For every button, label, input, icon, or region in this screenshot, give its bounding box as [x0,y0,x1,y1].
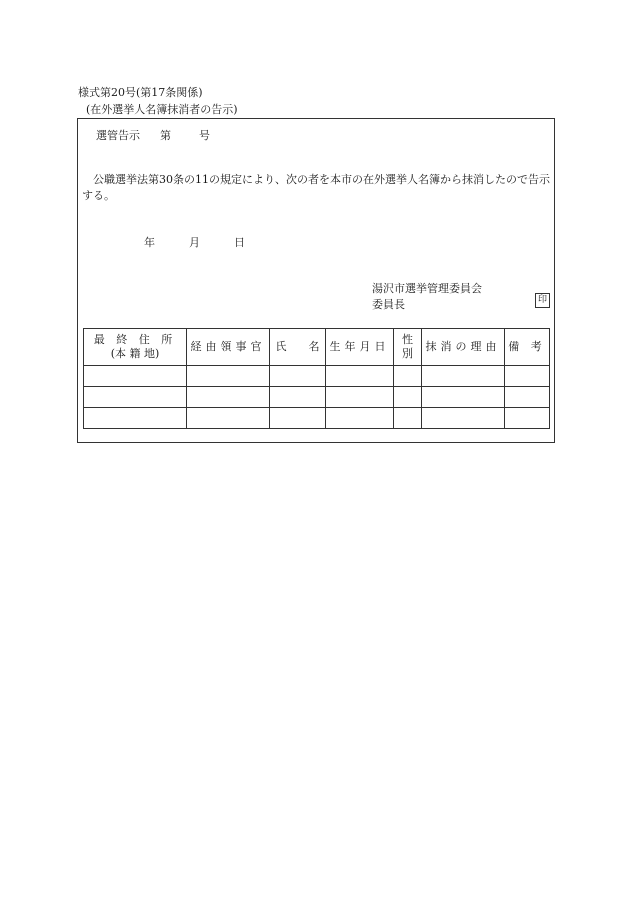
table-cell [422,387,505,408]
col-header-deletion-reason: 抹消の理由 [422,329,505,366]
table-cell [84,408,187,429]
table-cell [187,366,270,387]
form-id: 様式第20号(第17条関係) [78,86,203,99]
notice-date [144,234,245,250]
table-cell [187,387,270,408]
table-cell [505,408,550,429]
table-cell [422,408,505,429]
form-subtitle: (在外選挙人名簿抹消者の告示) [86,103,238,116]
committee-name: 湯沢市選挙管理委員会 [372,282,482,295]
table-cell [422,366,505,387]
notice-body: 公職選挙法第30条の11の規定により、次の者を本市の在外選挙人名簿から抹消したので告示する。 [82,173,550,202]
table-cell [394,408,422,429]
table-row [84,387,550,408]
date-month: 月 [189,236,200,249]
date-year: 年 [144,236,155,249]
table-cell [505,387,550,408]
notice-number-label: 選管告示 [96,129,140,142]
chair-title: 委員長 [372,298,405,311]
table-cell [270,408,326,429]
table-cell [326,408,394,429]
notice-number-go: 号 [199,129,210,142]
col-header-name: 氏 名 [270,329,326,366]
table-row [84,366,550,387]
table-cell [505,366,550,387]
table-cell [270,366,326,387]
table-header-row [84,329,550,366]
table-row [84,408,550,429]
col-header-last-address: 最 終 住 所 (本 籍 地) [84,329,187,366]
notice-number-line [96,127,210,143]
table-cell [394,366,422,387]
col-header-remarks: 備 考 [505,329,550,366]
col-header-sex: 性 別 [394,329,422,366]
table-cell [326,366,394,387]
table-cell [270,387,326,408]
date-day: 日 [234,236,245,249]
col-header-birthdate: 生年月日 [326,329,394,366]
notice-number-dai: 第 [160,129,171,142]
table-cell [394,387,422,408]
deletion-table [83,328,550,429]
table-cell [326,387,394,408]
col-header-consular-officer: 経由領事官 [187,329,270,366]
table-cell [84,366,187,387]
table-cell [187,408,270,429]
seal-mark: 印 [535,293,550,308]
table-cell [84,387,187,408]
